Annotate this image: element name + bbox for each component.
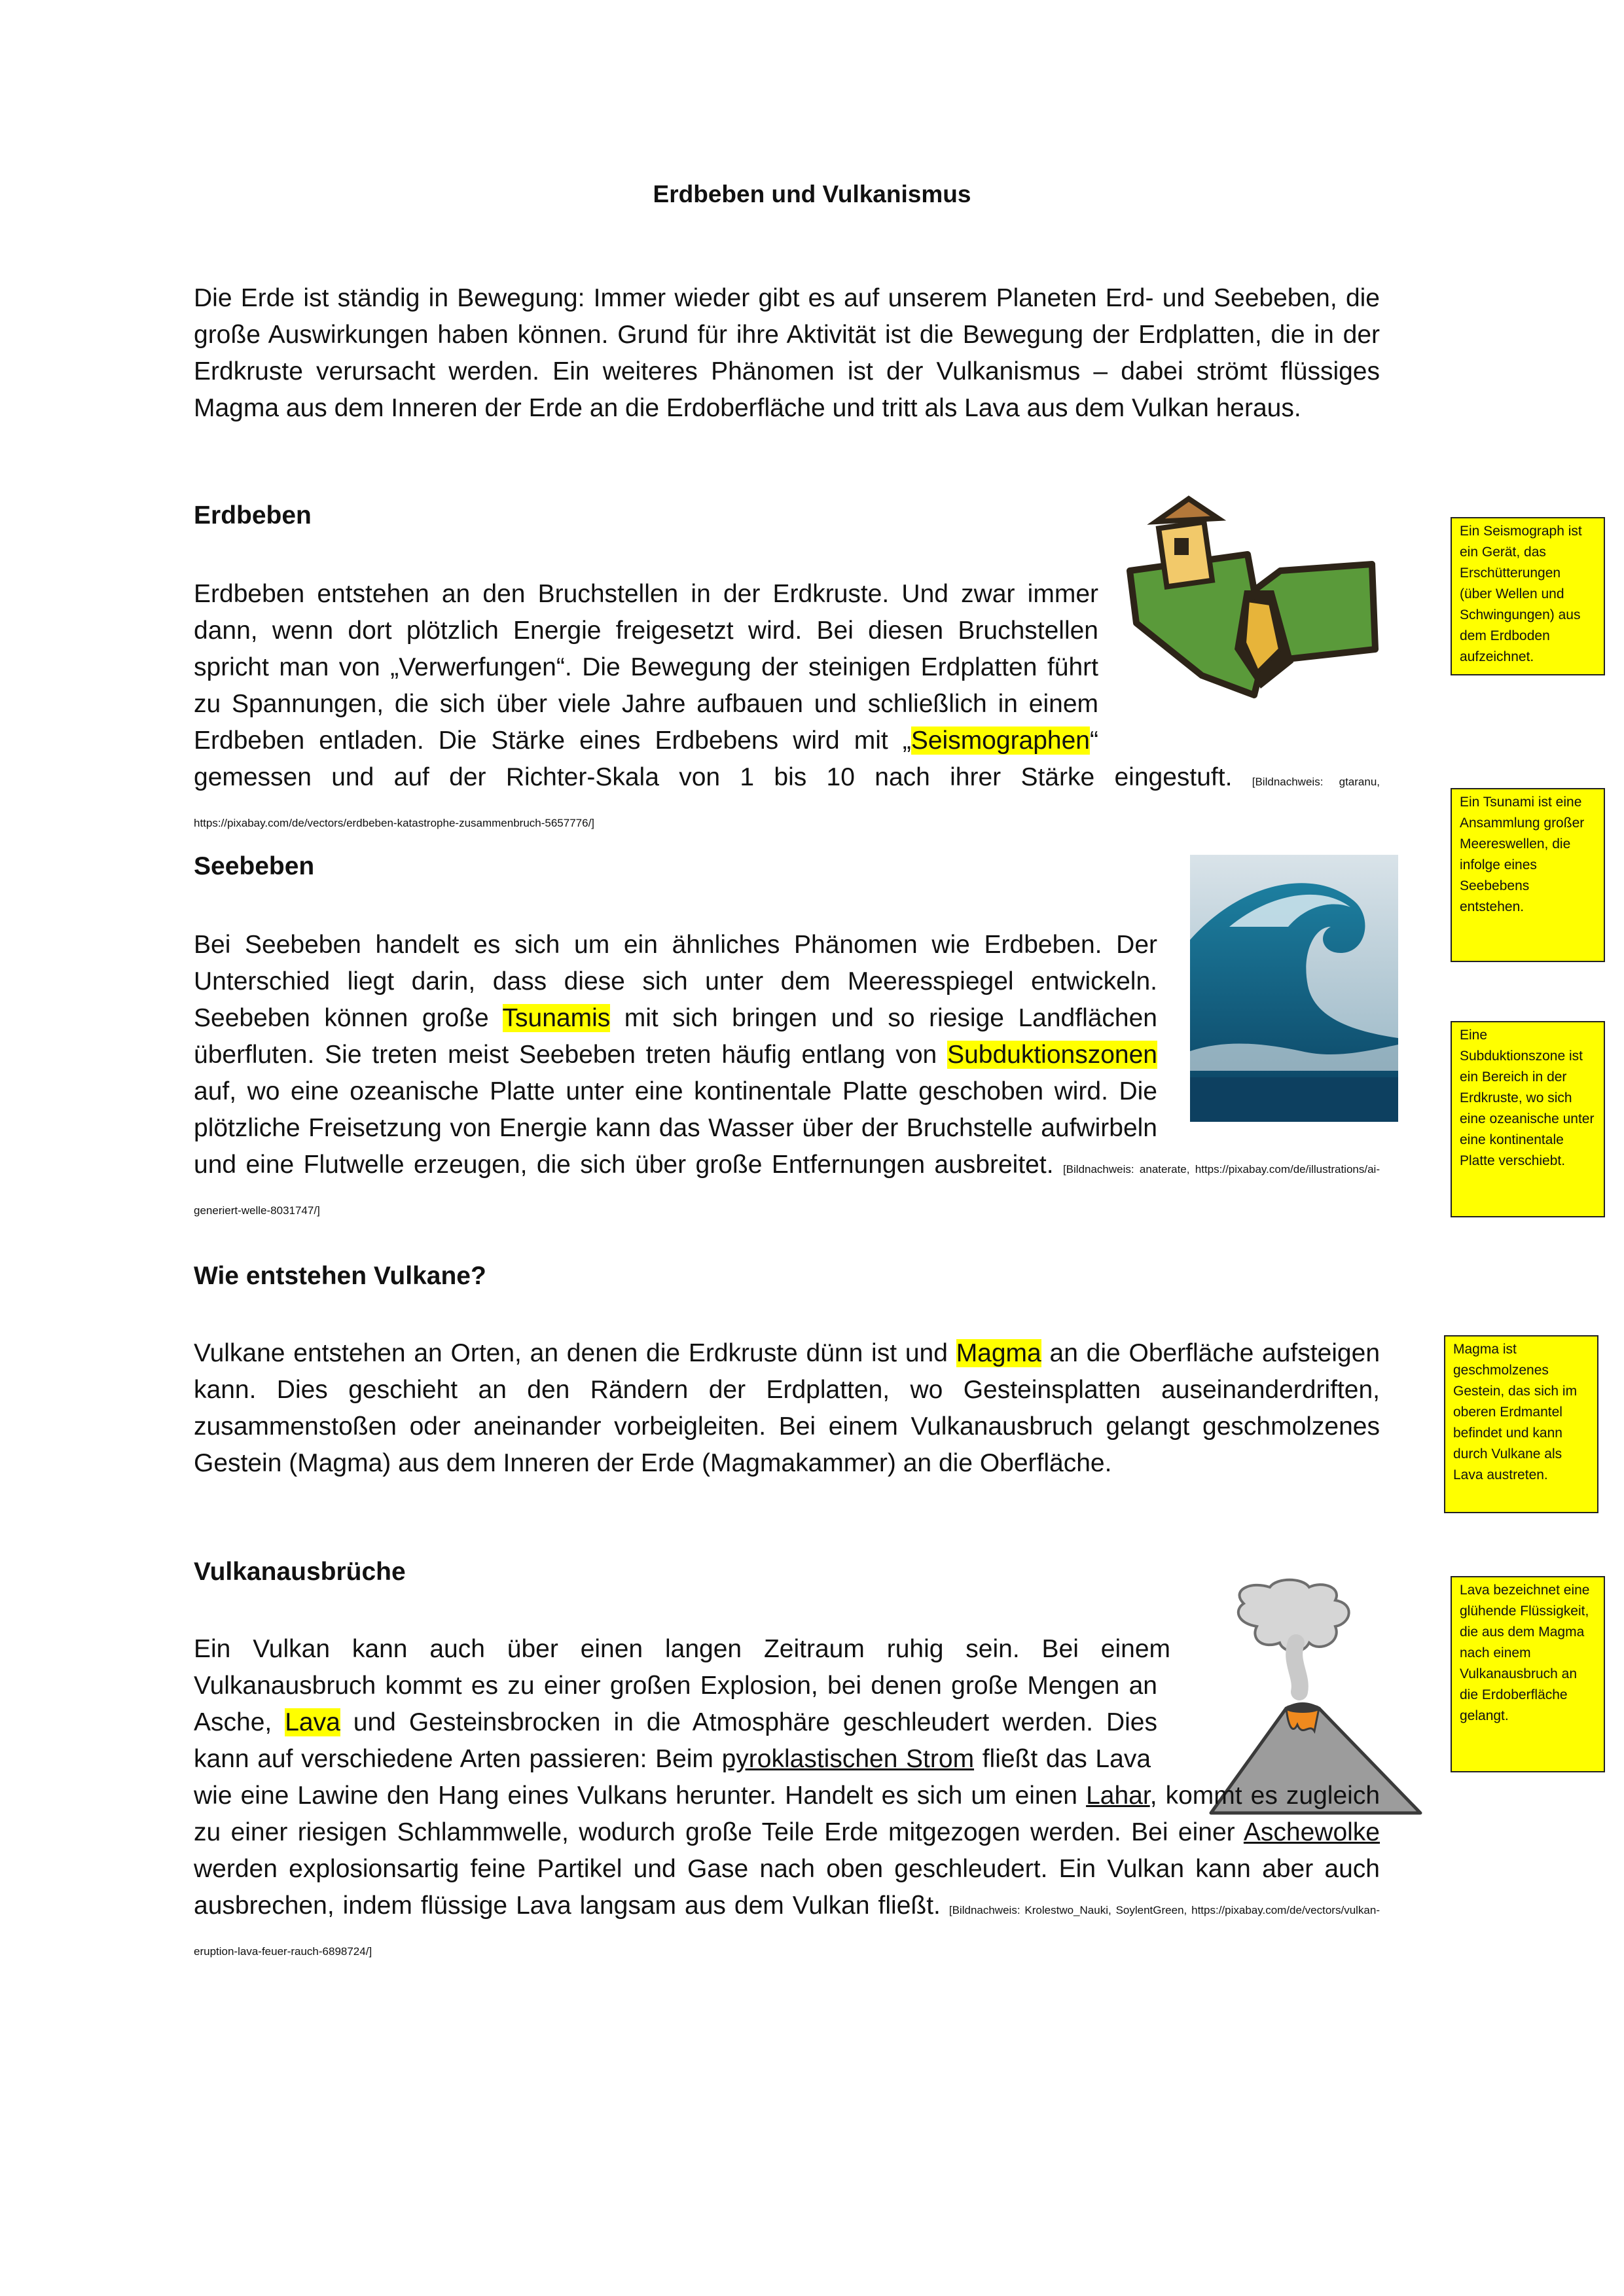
image-credit-erdbeben: [Bildnachweis: gtaranu, https://pixabay.com/de/vectors/erdbeben-katastrophe-zusammenbruch-5657776/] bbox=[194, 776, 1380, 829]
vulkane-text-2: an die Oberfläche aufsteigen kann. Dies geschieht an den Rändern der Erdplatten, wo Gesteinsplatten auseinanderdriften, zusammenstoßen oder aneinander vorbeigleiten. Bei einem Vulkanausbruch gelangt geschmolzenes Gestein (Magma) aus dem Inneren der Erde (Magmakammer) an die Oberfläche. bbox=[194, 1339, 1380, 1477]
heading-vulkanausbrueche: Vulkanausbrüche bbox=[194, 1558, 406, 1586]
image-credit-vulkan: [Bildnachweis: Krolestwo_Nauki, SoylentGreen, https://pixabay.com/de/vectors/vulkan-eruption-lava-feuer-rauch-6898724/] bbox=[194, 1904, 1380, 1958]
seebeben-text-3: auf, wo eine ozeanische Platte unter eine kontinentale Platte geschoben wird. Die plötzliche Freisetzung von Energie kann das Wasser über der Bruchstelle aufwirbeln und eine Flutwelle erzeugen, die sich über große Entfernungen ausbreitet. bbox=[194, 1077, 1157, 1179]
note-seismograph: Ein Seismograph ist ein Gerät, das Erschütterungen (über Wellen und Schwingungen) aus dem Erdboden aufzeichnet. bbox=[1451, 517, 1605, 675]
heading-erdbeben: Erdbeben bbox=[194, 501, 312, 529]
heading-seebeben: Seebeben bbox=[194, 852, 315, 880]
image-float-spacer bbox=[1197, 1668, 1380, 1704]
image-float-spacer bbox=[1098, 576, 1380, 725]
image-credit-seebeben: [Bildnachweis: anaterate, https://pixabay.com/de/illustrations/ai-generiert-welle-8031747/] bbox=[194, 1163, 1380, 1217]
image-float-spacer bbox=[1157, 927, 1380, 1121]
ausbrueche-text-5: werden explosionsartig feine Partikel und Gase nach oben geschleudert. Ein Vulkan kann aber auch ausbrechen, indem flüssige Lava langsam aus dem Vulkan fließt. bbox=[194, 1855, 1380, 1920]
highlight-magma: Magma bbox=[956, 1339, 1041, 1367]
vulkane-paragraph bbox=[194, 1335, 1380, 1482]
seebeben-text-2: mit sich bringen und so riesige Landflächen überfluten. Sie treten meist Seebeben treten häufig entlang von bbox=[194, 1004, 1157, 1069]
erdbeben-section bbox=[194, 576, 1380, 842]
highlight-subduktionszonen: Subduktionszonen bbox=[947, 1041, 1157, 1069]
note-lava: Lava bezeichnet eine glühende Flüssigkeit, die aus dem Magma nach einem Vulkanausbruch an die Erdoberfläche gelangt. bbox=[1451, 1576, 1605, 1772]
ausbrueche-section bbox=[194, 1631, 1380, 1970]
image-float-spacer bbox=[1151, 1741, 1380, 1778]
ausbrueche-text-2: und Gesteinsbrocken in die Atmosphäre geschleudert werden. Dies kann auf verschiedene Arten passieren: Beim bbox=[194, 1708, 1157, 1773]
ausbrueche-text-3: fließt das Lava wie eine Lawine den Hang eines Vulkans herunter. Handelt es sich um einen bbox=[194, 1745, 1151, 1810]
intro-paragraph: Die Erde ist ständig in Bewegung: Immer wieder gibt es auf unserem Planeten Erd- und Seebeben, die große Auswirkungen haben können. Grund für ihre Aktivität ist die Bewegung der Erdplatten, die in der Erdkruste verursacht werden. Ein weiteres Phänomen ist der Vulkanismus – dabei strömt flüssiges Magma aus dem Inneren der Erde an die Erdoberfläche und tritt als Lava aus dem Vulkan heraus. bbox=[194, 284, 1380, 422]
highlight-lava: Lava bbox=[285, 1708, 340, 1736]
note-subduktionszone: Eine Subduktionszone ist ein Bereich in der Erdkruste, wo sich eine ozeanische unter eine kontinentale Platte verschiebt. bbox=[1451, 1021, 1605, 1217]
highlight-tsunamis: Tsunamis bbox=[502, 1004, 611, 1032]
term-lahar: Lahar bbox=[1086, 1782, 1150, 1810]
seebeben-text-1: Bei Seebeben handelt es sich um ein ähnliches Phänomen wie Erdbeben. Der Unterschied liegt darin, dass diese sich unter dem Meeresspiegel entwickeln. Seebeben können große bbox=[194, 931, 1157, 1032]
image-float-spacer bbox=[1157, 1704, 1380, 1741]
erdbeben-text-a: Erdbeben entstehen an den Bruchstellen in der Erdkruste. Und zwar immer dann, wenn dort plötzlich Energie freigesetzt wird. Bei diesen Bruchstellen spricht man von „Verwerfungen“. Die Bewegung der steinigen Erdplatten führt zu Spannungen, die sich über viele Jahre aufbauen und schließlich in einem Erdbeben entladen. Die Stärke eines Erdbebens wird mit „ bbox=[194, 580, 1098, 755]
note-magma: Magma ist geschmolzenes Gestein, das sich im oberen Erdmantel befindet und kann durch Vulkane als Lava austreten. bbox=[1444, 1335, 1598, 1513]
page-title: Erdbeben und Vulkanismus bbox=[653, 181, 971, 207]
ausbrueche-text-4: , kommt es zugleich zu einer riesigen Schlammwelle, wodurch große Teile Erde mitgezogen werden. Bei einer bbox=[194, 1782, 1380, 1846]
vulkane-text-1: Vulkane entstehen an Orten, an denen die Erdkruste dünn ist und bbox=[194, 1339, 956, 1367]
ausbrueche-text-1: Ein Vulkan kann auch über einen langen Zeitraum ruhig sein. Bei einem Vulkanausbruch kommt es zu einer großen Explosion, bei denen große Mengen an Asche, bbox=[194, 1635, 1170, 1736]
erdbeben-text-b: “ gemessen und auf der Richter-Skala von 1 bis 10 nach ihrer Stärke eingestuft. bbox=[194, 726, 1252, 791]
highlight-seismographen: Seismographen bbox=[911, 726, 1090, 755]
term-aschewolke: Aschewolke bbox=[1243, 1818, 1380, 1846]
image-float-spacer bbox=[1170, 1631, 1380, 1668]
heading-vulkane: Wie entstehen Vulkane? bbox=[194, 1262, 486, 1290]
term-pyroklastischer-strom: pyroklastischen Strom bbox=[721, 1745, 975, 1773]
seebeben-section bbox=[194, 927, 1380, 1229]
note-tsunami: Ein Tsunami ist eine Ansammlung großer Meereswellen, die infolge eines Seebebens entstehen. bbox=[1451, 788, 1605, 962]
